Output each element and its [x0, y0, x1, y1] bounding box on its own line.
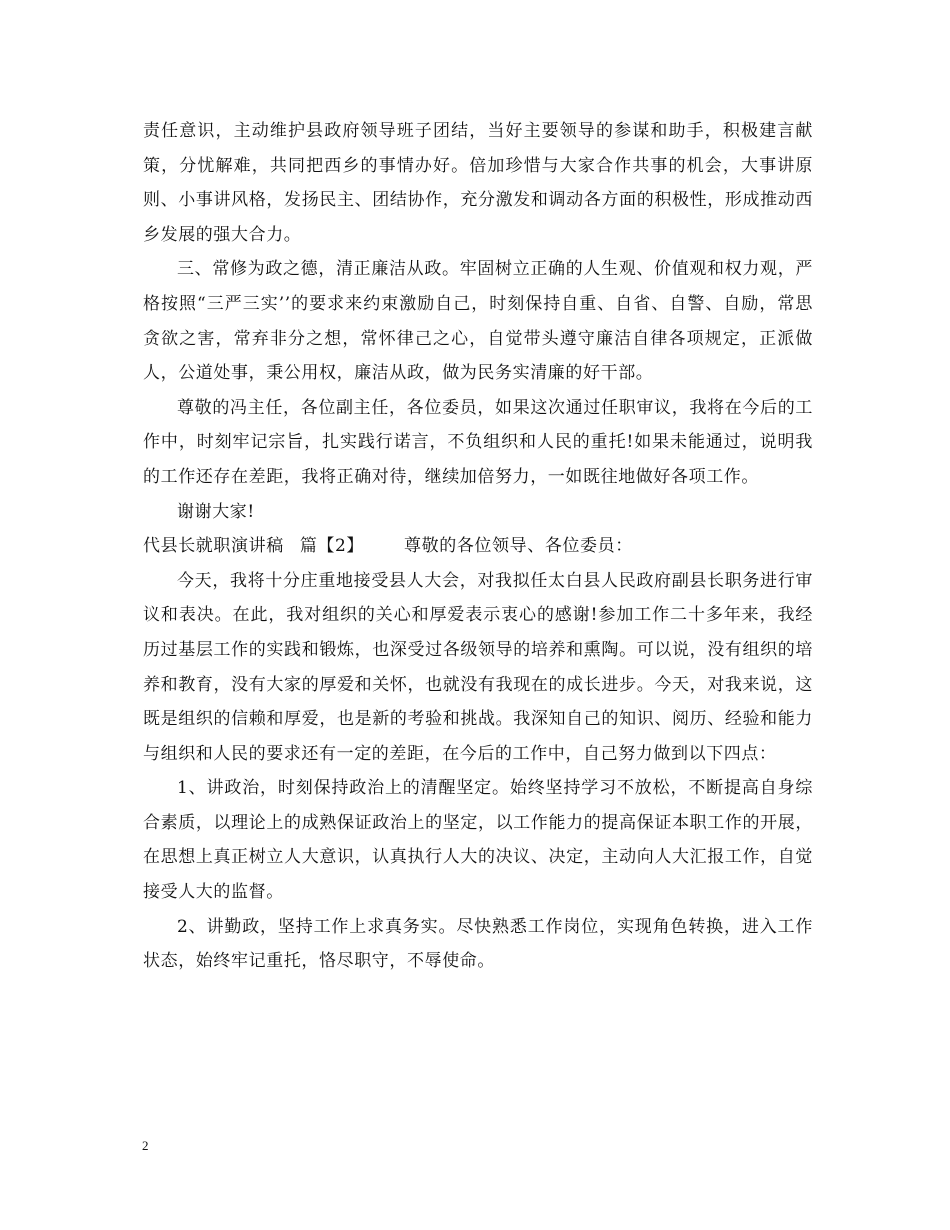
paragraph-point-2: 2、讲勤政，坚持工作上求真务实。尽快熟悉工作岗位，实现角色转换，进入工作状态，始终牢记重托，恪尽职守，不辱使命。	[143, 916, 813, 972]
paragraph-thanks: 谢谢大家!	[177, 501, 255, 522]
paragraph-closing-address: 尊敬的冯主任，各位副主任，各位委员，如果这次通过任职审议，我将在今后的工作中，时刻牢记宗旨，扎实践行诺言，不负组织和人民的重托!如果未能通过，说明我的工作还存在差距，我将正确对待，继续加倍努力，一如既往地做好各项工作。	[143, 397, 813, 487]
paragraph-integrity: 三、常修为政之德，清正廉洁从政。牢固树立正确的人生观、价值观和权力观，严格按照“三严三实’’的要求来约束激励自己，时刻保持自重、自省、自警、自励，常思贪欲之害，常弃非分之想，常怀律己之心，自觉带头遵守廉洁自律各项规定，正派做人，公道处事，秉公用权，廉洁从政，做为民务实清廉的好干部。	[143, 259, 813, 384]
paragraph-continuation: 责任意识，主动维护县政府领导班子团结，当好主要领导的参谋和助手，积极建言献策，分忧解难，共同把西乡的事情办好。倍加珍惜与大家合作共事的机会，大事讲原则、小事讲风格，发扬民主、团结协作，充分激发和调动各方面的积极性，形成推动西乡发展的强大合力。	[143, 121, 813, 245]
paragraph-point-1: 1、讲政治，时刻保持政治上的清醒坚定。始终坚持学习不放松，不断提高自身综合素质，以理论上的成熟保证政治上的坚定，以工作能力的提高保证本职工作的开展，在思想上真正树立人大意识，认真执行人大的决议、决定，主动向人大汇报工作，自觉接受人大的监督。	[143, 778, 813, 903]
section-heading	[143, 529, 813, 564]
paragraph-introduction: 今天，我将十分庄重地接受县人大会，对我拟任太白县人民政府副县长职务进行审议和表决。在此，我对组织的关心和厚爱表示衷心的感谢!参加工作二十多年来，我经历过基层工作的实践和锻炼，也深受过各级领导的培养和熏陶。可以说，没有组织的培养和教育，没有大家的厚爱和关怀，也就没有我现在的成长进步。今天，对我来说，这既是组织的信赖和厚爱，也是新的考验和挑战。我深知自己的知识、阅历、经验和能力与组织和人民的要求还有一定的差距，在今后的工作中，自己努力做到以下四点：	[143, 570, 813, 764]
section-title: 代县长就职演讲稿	[143, 536, 284, 557]
document-body	[143, 114, 813, 979]
section-part-label: 篇【2】	[299, 536, 365, 557]
page-number: 2	[142, 1138, 149, 1153]
section-salutation: 尊敬的各位领导、各位委员：	[404, 536, 633, 557]
